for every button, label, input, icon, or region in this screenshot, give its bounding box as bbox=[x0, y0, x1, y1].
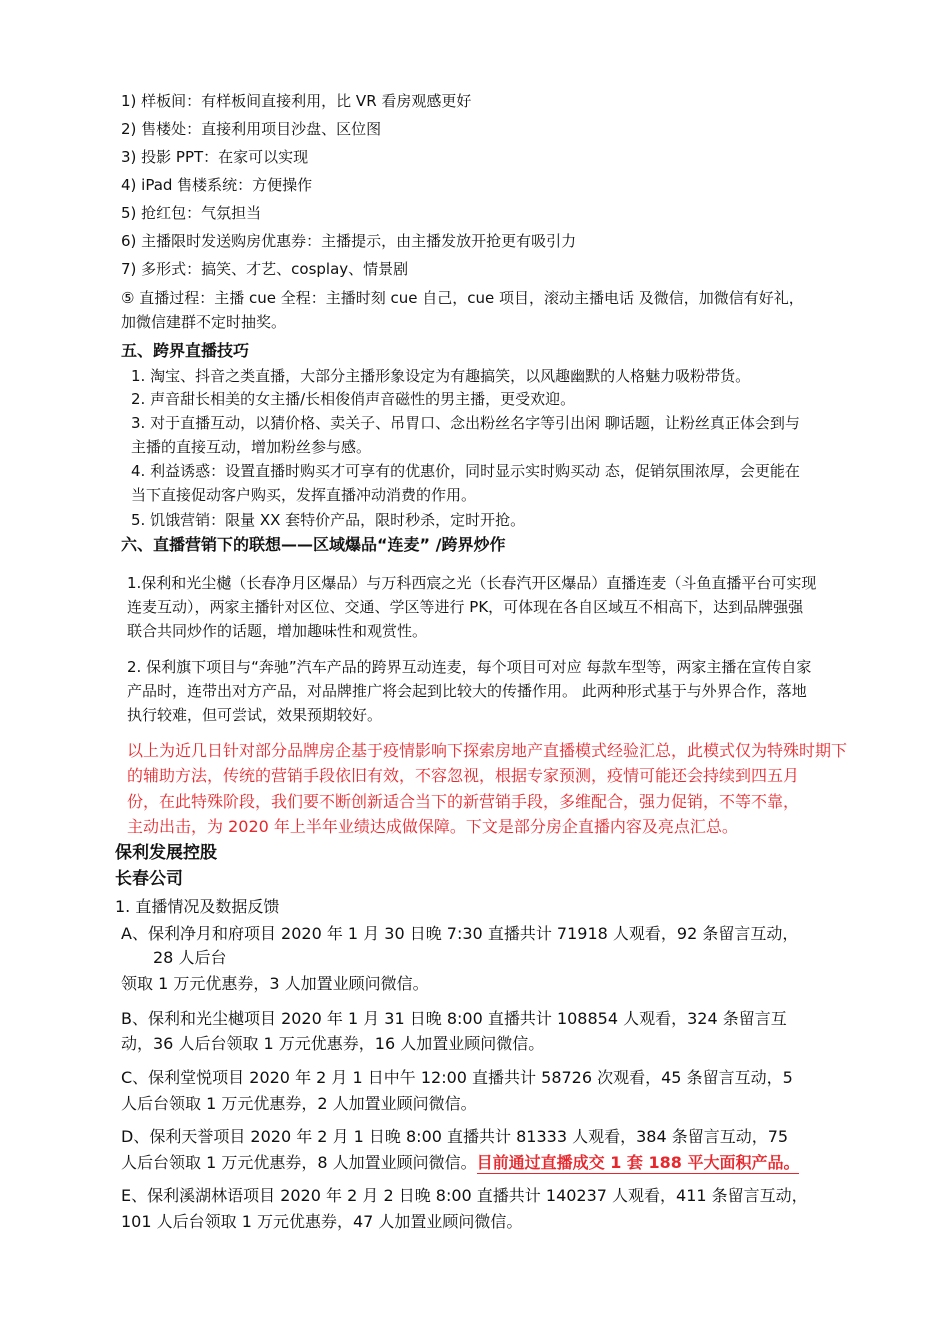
entry-line: 28 人后台 bbox=[153, 948, 227, 967]
summary-red-line: 以上为近几日针对部分品牌房企基于疫情影响下探索房地产直播模式经验汇总，此模式仅为特殊时期下 bbox=[127, 741, 848, 760]
list-item: 4) iPad 售楼系统：方便操作 bbox=[121, 176, 313, 194]
paragraph-line: 执行较难，但可尝试，效果预期较好。 bbox=[127, 706, 383, 724]
paragraph-line: 1. 淘宝、抖音之类直播，大部分主播形象设定为有趣搞笑，以风趣幽默的人格魅力吸粉带货。 bbox=[131, 367, 751, 385]
paragraph-line: 2. 保利旗下项目与“奔驰”汽车产品的跨界互动连麦，每个项目可对应 每款车型等，两家主播在宣传自家 bbox=[127, 658, 812, 676]
entry-line: 101 人后台领取 1 万元优惠券，47 人加置业顾问微信。 bbox=[121, 1212, 523, 1231]
list-item: 2) 售楼处：直接利用项目沙盘、区位图 bbox=[121, 120, 382, 138]
entry-line bbox=[121, 1153, 799, 1172]
paragraph-line: 3. 对于直播互动，以猜价格、卖关子、吊胃口、念出粉丝名字等引出闲 聊话题，让粉丝真正体会到与 bbox=[131, 414, 800, 432]
entry-line: B、保利和光尘樾项目 2020 年 1 月 31 日晚 8:00 直播共计 108854 人观看，324 条留言互 bbox=[121, 1009, 787, 1028]
list-item: 1) 样板间：有样板间直接利用，比 VR 看房观感更好 bbox=[121, 92, 472, 110]
branch-heading: 长春公司 bbox=[115, 869, 183, 889]
paragraph-line: 5. 饥饿营销：限量 XX 套特价产品，限时秒杀，定时开抢。 bbox=[131, 511, 526, 529]
list-item: 3) 投影 PPT：在家可以实现 bbox=[121, 148, 309, 166]
entry-line: 人后台领取 1 万元优惠券，2 人加置业顾问微信。 bbox=[121, 1094, 477, 1113]
summary-red-line: 份，在此特殊阶段，我们要不断创新适合当下的新营销手段，多维配合，强力促销，不等不靠， bbox=[127, 792, 800, 811]
list-item: 7) 多形式：搞笑、才艺、cosplay、情景剧 bbox=[121, 260, 409, 278]
list-item: 5) 抢红包：气氛担当 bbox=[121, 204, 262, 222]
summary-red-line: 的辅助方法，传统的营销手段依旧有效，不容忽视，根据专家预测，疫情可能还会持续到四五月 bbox=[127, 766, 800, 785]
live-process-line: 加微信建群不定时抽奖。 bbox=[121, 313, 287, 331]
paragraph-line: 联合共同炒作的话题，增加趣味性和观赏性。 bbox=[127, 622, 428, 640]
entry-line: E、保利溪湖林语项目 2020 年 2 月 2 日晚 8:00 直播共计 140237 人观看，411 条留言互动， bbox=[121, 1186, 808, 1205]
company-heading: 保利发展控股 bbox=[115, 843, 217, 863]
live-process-line: ⑤ 直播过程：主播 cue 全程：主播时刻 cue 自己，cue 项目，滚动主播电话 及微信，加微信有好礼， bbox=[121, 289, 804, 307]
paragraph-line: 连麦互动），两家主播针对区位、交通、学区等进行 PK，可体现在各自区域互不相高下，达到品牌强强 bbox=[127, 598, 804, 616]
paragraph-line: 主播的直接互动，增加粉丝参与感。 bbox=[131, 438, 372, 456]
paragraph-line: 2. 声音甜长相美的女主播/长相俊俏声音磁性的男主播，更受欢迎。 bbox=[131, 390, 576, 408]
list-item: 6) 主播限时发送购房优惠券：主播提示，由主播发放开抢更有吸引力 bbox=[121, 232, 577, 250]
section6-heading: 六、直播营销下的联想——区域爆品“连麦” /跨界炒作 bbox=[121, 535, 506, 554]
entry-line: 领取 1 万元优惠券，3 人加置业顾问微信。 bbox=[121, 974, 429, 993]
item-heading: 1. 直播情况及数据反馈 bbox=[115, 897, 280, 916]
paragraph-line: 当下直接促动客户购买，发挥直播冲动消费的作用。 bbox=[131, 486, 477, 504]
section5-heading: 五、跨界直播技巧 bbox=[121, 341, 250, 360]
entry-line: 动，36 人后台领取 1 万元优惠券，16 人加置业顾问微信。 bbox=[121, 1034, 545, 1053]
entry-text: 人后台领取 1 万元优惠券，8 人加置业顾问微信。 bbox=[121, 1153, 477, 1172]
paragraph-line: 4. 利益诱惑：设置直播时购买才可享有的优惠价，同时显示实时购买动 态，促销氛围浓厚，会更能在 bbox=[131, 462, 800, 480]
paragraph-line: 1.保利和光尘樾（长春净月区爆品）与万科西宸之光（长春汽开区爆品）直播连麦（斗鱼直播平台可实现 bbox=[127, 574, 817, 592]
paragraph-line: 产品时，连带出对方产品，对品牌推广将会起到比较大的传播作用。 此两种形式基于与外界合作，落地 bbox=[127, 682, 807, 700]
summary-red-line: 主动出击，为 2020 年上半年业绩达成做保障。下文是部分房企直播内容及亮点汇总。 bbox=[127, 817, 738, 836]
entry-line: C、保利堂悦项目 2020 年 2 月 1 日中午 12:00 直播共计 58726 次观看，45 条留言互动，5 bbox=[121, 1068, 793, 1087]
highlight-deal-text: 目前通过直播成交 1 套 188 平大面积产品。 bbox=[476, 1153, 800, 1172]
entry-line: D、保利天誉项目 2020 年 2 月 1 日晚 8:00 直播共计 81333 人观看，384 条留言互动，75 bbox=[121, 1127, 789, 1146]
entry-line: A、保利净月和府项目 2020 年 1 月 30 日晚 7:30 直播共计 71918 人观看，92 条留言互动， bbox=[121, 924, 799, 943]
